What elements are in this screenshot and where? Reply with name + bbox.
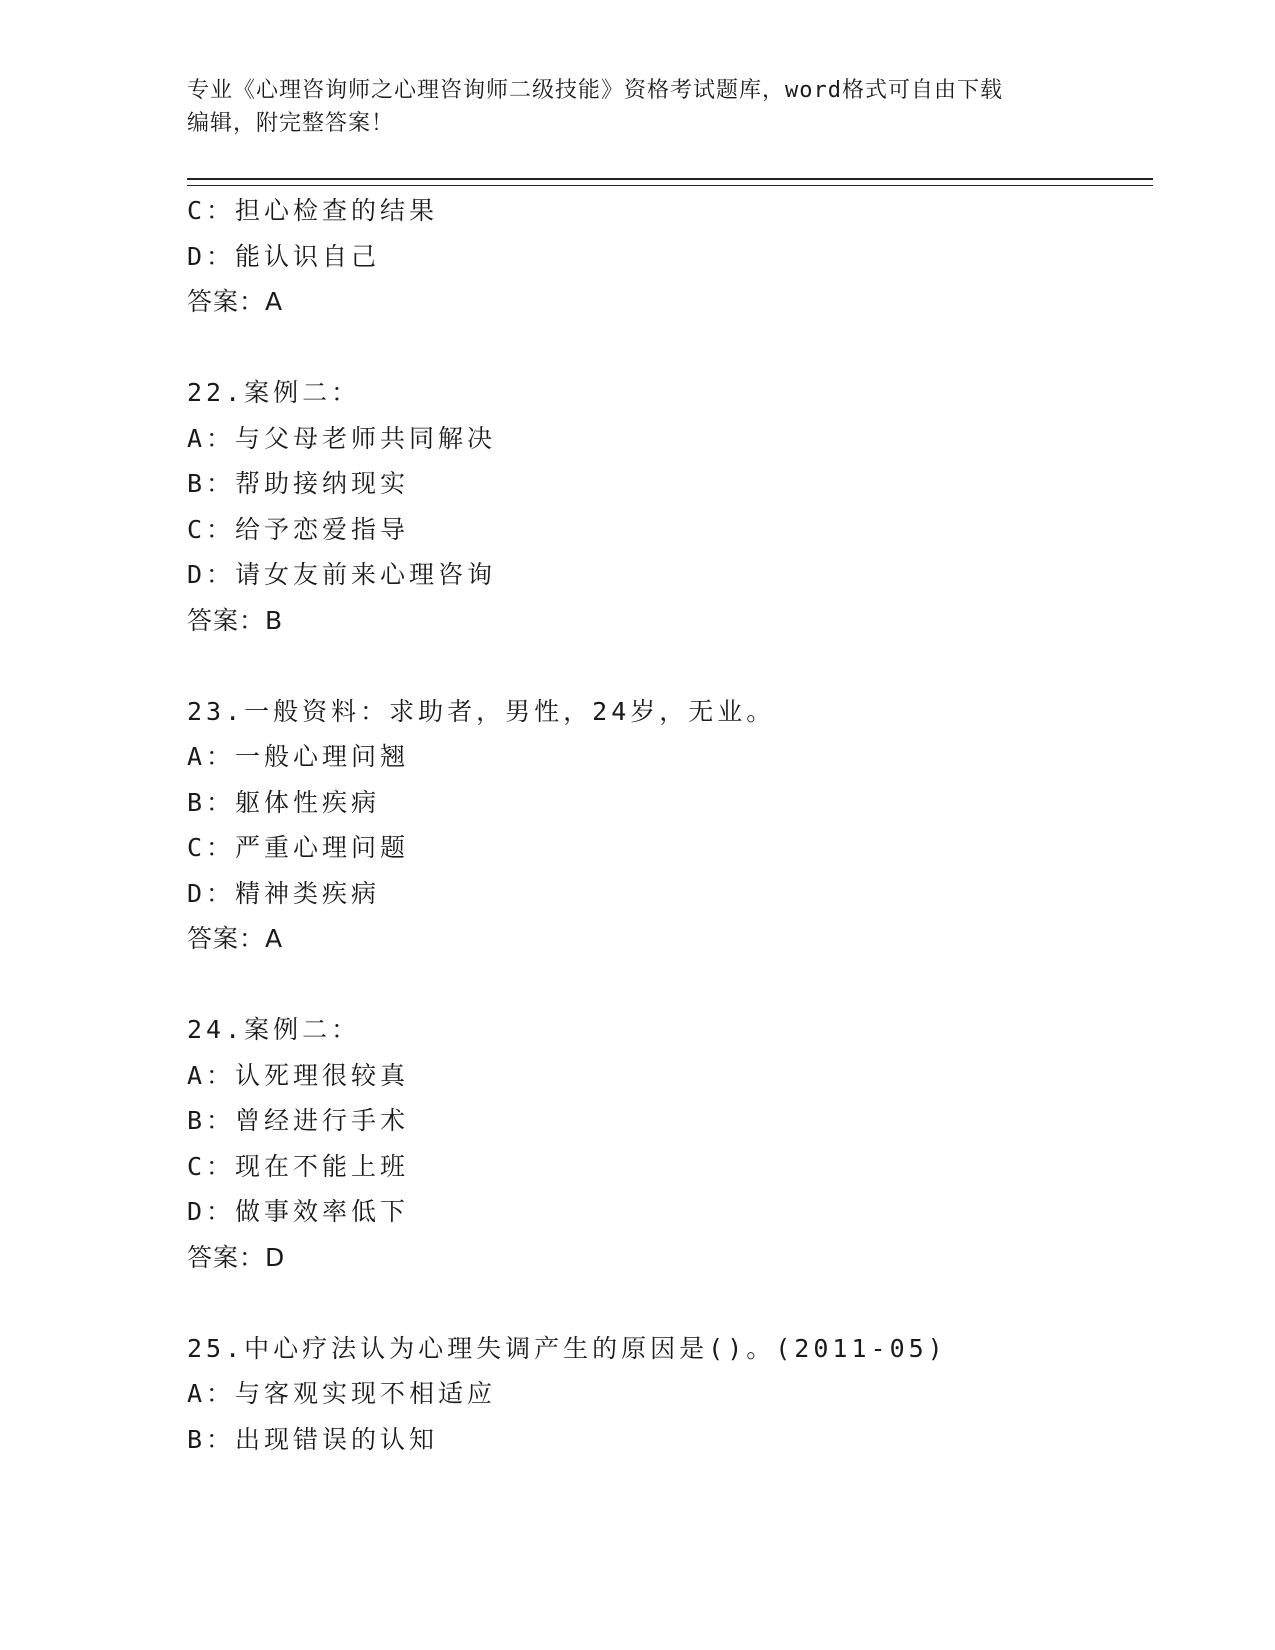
- header-line-1: 专业《心理咨询师之心理咨询师二级技能》资格考试题库，word格式可自由下载: [187, 78, 1003, 103]
- question-24: 24.案例二：: [187, 1015, 361, 1044]
- option-a: A：与客观实现不相适应: [187, 1379, 497, 1408]
- answer: 答案：B: [187, 605, 284, 635]
- option-a: A：与父母老师共同解决: [187, 423, 497, 453]
- option-a: A：认死理很较真: [187, 1060, 410, 1090]
- question-25: 25.中心疗法认为心理失调产生的原因是()。(2011-05): [187, 1333, 947, 1363]
- option-c: C：严重心理问题: [187, 833, 410, 862]
- option-d: D：做事效率低下: [187, 1197, 410, 1226]
- header-line-2: 编辑，附完整答案！: [187, 111, 395, 136]
- question-list: [187, 188, 1153, 1462]
- spacer: [187, 962, 1153, 1008]
- option-b: B：出现错误的认知: [187, 1424, 439, 1454]
- question-22: 22.案例二：: [187, 378, 361, 407]
- question-23: 23.一般资料：求助者，男性，24岁，无业。: [187, 696, 776, 726]
- spacer: [187, 1280, 1153, 1326]
- option-b: B：帮助接纳现实: [187, 469, 410, 498]
- answer: 答案：A: [187, 924, 284, 953]
- option-b: B：躯体性疾病: [187, 787, 381, 817]
- option-c: C：担心检查的结果: [187, 196, 439, 225]
- header-divider: [187, 178, 1153, 186]
- option-d: D：精神类疾病: [187, 878, 381, 908]
- option-c: C：现在不能上班: [187, 1151, 410, 1181]
- spacer: [187, 325, 1153, 371]
- option-a: A：一般心理问翘: [187, 742, 410, 771]
- option-d: D：能认识自己: [187, 241, 381, 271]
- document-header: [187, 74, 1067, 140]
- option-b: B：曾经进行手术: [187, 1106, 410, 1135]
- spacer: [187, 643, 1153, 689]
- option-d: D：请女友前来心理咨询: [187, 560, 497, 589]
- answer: 答案：D: [187, 1242, 286, 1272]
- option-c: C：给予恋爱指导: [187, 514, 410, 544]
- answer: 答案：A: [187, 287, 284, 316]
